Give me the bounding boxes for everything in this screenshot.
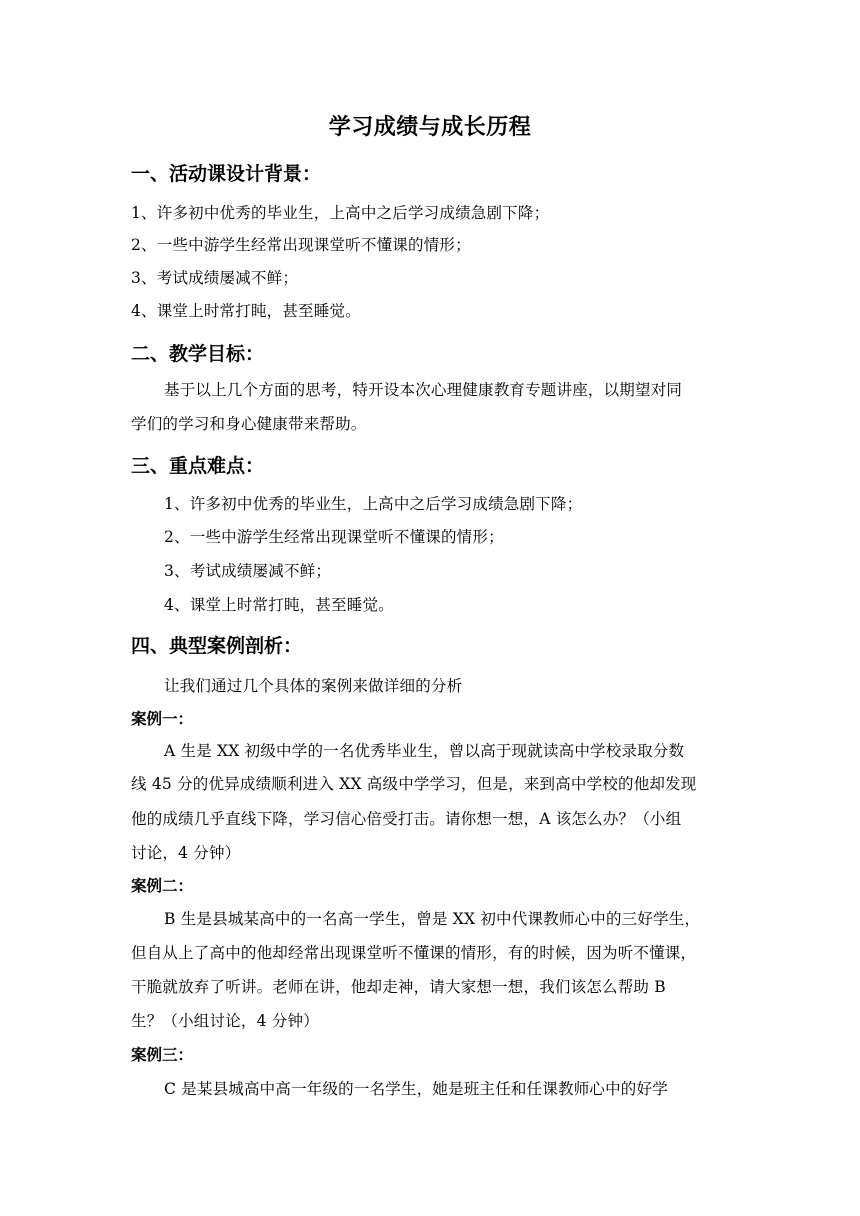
section-heading-background: 一、活动课设计背景： bbox=[131, 163, 322, 185]
cases-intro: 让我们通过几个具体的案例来做详细的分析 bbox=[164, 677, 463, 695]
background-item: 2、一些中游学生经常出现课堂听不懂课的情形； bbox=[131, 236, 471, 254]
document-title: 学习成绩与成长历程 bbox=[328, 115, 532, 140]
section-heading-keypoints: 三、重点难点： bbox=[131, 455, 265, 477]
section-heading-cases: 四、典型案例剖析： bbox=[131, 635, 303, 657]
keypoints-item: 2、一些中游学生经常出现课堂听不懂课的情形； bbox=[164, 528, 504, 546]
keypoints-item: 3、考试成绩屡减不鲜； bbox=[164, 562, 332, 580]
case-three-line: C 是某县城高中高一年级的一名学生，她是班主任和任课教师心中的好学 bbox=[164, 1080, 668, 1098]
section-heading-goals: 二、教学目标： bbox=[131, 343, 265, 365]
background-item: 4、课堂上时常打盹，甚至睡觉。 bbox=[131, 302, 361, 320]
case-one-label: 案例一： bbox=[131, 710, 194, 728]
case-two-line: 但自从上了高中的他却经常出现课堂听不懂课的情形，有的时候，因为听不懂课， bbox=[131, 944, 697, 962]
case-one-line: A 生是 XX 初级中学的一名优秀毕业生，曾以高于现就读高中学校录取分数 bbox=[164, 742, 685, 760]
background-item: 3、考试成绩屡减不鲜； bbox=[131, 269, 299, 287]
case-two-label: 案例二： bbox=[131, 877, 194, 895]
case-one-line: 讨论，4 分钟） bbox=[131, 844, 241, 862]
case-one-line: 线 45 分的优异成绩顺利进入 XX 高级中学学习，但是，来到高中学校的他却发现 bbox=[131, 775, 697, 793]
case-three-label: 案例三： bbox=[131, 1046, 194, 1064]
keypoints-item: 1、许多初中优秀的毕业生，上高中之后学习成绩急剧下降； bbox=[164, 495, 583, 513]
case-two-line: 干脆就放弃了听讲。老师在讲，他却走神，请大家想一想，我们该怎么帮助 B bbox=[131, 978, 666, 996]
background-item: 1、许多初中优秀的毕业生，上高中之后学习成绩急剧下降； bbox=[131, 204, 550, 222]
case-one-line: 他的成绩几乎直线下降，学习信心倍受打击。请你想一想，A 该怎么办？（小组 bbox=[131, 810, 682, 828]
goals-paragraph-line: 基于以上几个方面的思考，特开设本次心理健康教育专题讲座，以期望对同 bbox=[164, 381, 683, 399]
keypoints-item: 4、课堂上时常打盹，甚至睡觉。 bbox=[164, 596, 394, 614]
case-two-line: 生？（小组讨论，4 分钟） bbox=[131, 1012, 319, 1030]
case-two-line: B 生是县城某高中的一名高一学生，曾是 XX 初中代课教师心中的三好学生， bbox=[164, 910, 701, 928]
goals-paragraph-line: 学们的学习和身心健康带来帮助。 bbox=[131, 415, 367, 433]
